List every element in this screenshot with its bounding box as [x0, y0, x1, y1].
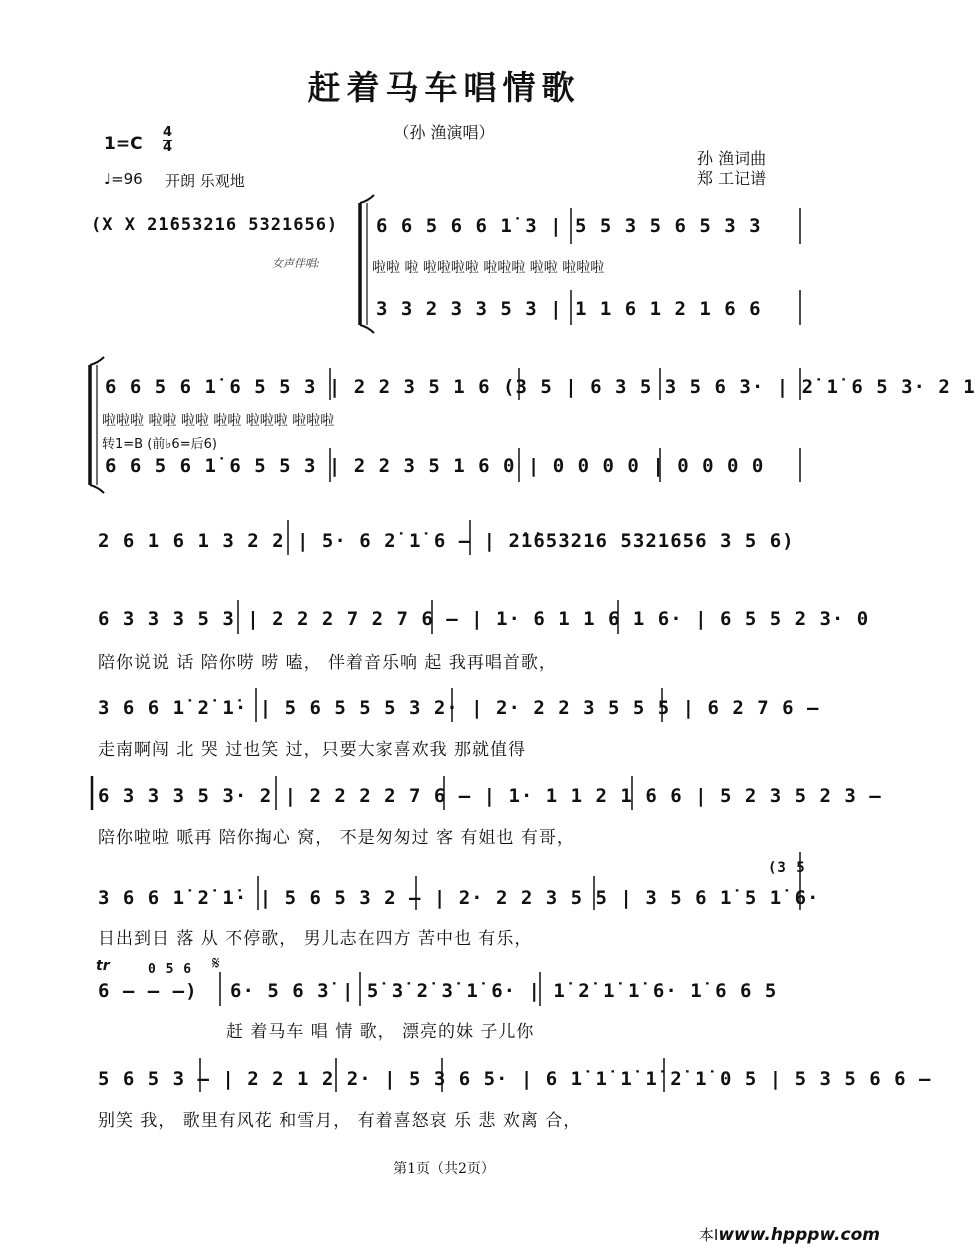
time-signature: 4 4 — [163, 125, 173, 155]
line6-lyrics: 陪你啦啦 哌再 陪你掏心 窝， 不是匆匆过 客 有姐也 有哥， — [98, 828, 575, 848]
intro-phrase: (X X 2̇1̇653216 5321656) — [91, 215, 339, 235]
line4-lyrics: 陪你说说 话 陪你唠 唠 嗑， 伴着音乐响 起 我再唱首歌， — [98, 653, 557, 673]
watermark — [699, 1224, 880, 1245]
line7-notes: 3 6 6 1̇ 2̇ 1̇· | 5 6 5 3 2 – | 2· 2 2 3 5 5 | 3 5 6 1̇ 5 1̇ 6· — [98, 887, 820, 909]
system1-top-lyrics: 啦啦 啦 啦啦啦啦 啦啦啦 啦啦 啦啦啦 — [372, 260, 605, 276]
transcriber-credit: 郑 工记谱 — [697, 169, 767, 188]
watermark-prefix: 本I — [698, 1226, 719, 1244]
line8-lead-in: 6 – – –) — [98, 980, 198, 1002]
modulation-marking: 转1=B (前♭6=后6) — [102, 437, 217, 452]
system2-top-lyrics: 啦啦啦 啦啦 啦啦 啦啦 啦啦啦 啦啦啦 — [102, 413, 335, 429]
system2-bottom-notes: 6 6 5 6 1̇ 6 5 5 3 | 2 2 3 5 1 6 0 | 0 0 0 0 | 0 0 0 0 — [105, 455, 765, 477]
line9-notes: 5 6 5 3 – | 2 2 1 2 2· | 5 3 6 5· | 6 1̇ 1̇ 1̇ 1̇ 2̇ 1̇ 0 5 | 5 3 5 6 6 – — [98, 1068, 932, 1090]
backing-vocal-label: 女声伴唱: — [272, 257, 320, 270]
line4-notes: 6 3 3 3 5 3 | 2 2 2 7 2 7 6 – | 1· 6 1 1 6 1 6· | 6 5 5 2 3· 0 — [98, 608, 870, 630]
lyrics-music-credit: 孙 渔词曲 — [697, 149, 767, 168]
tempo-marking: ♩=96 — [104, 170, 143, 188]
key-signature: 1=C — [104, 134, 143, 154]
line9-lyrics: 别笑 我， 歌里有风花 和雪月， 有着喜怒哀 乐 悲 欢离 合， — [98, 1111, 582, 1131]
line8-notes: 6· 5 6 3̇ | 5̇ 3̇ 2̇ 3̇ 1̇ 6· | 1̇ 2̇ 1̇ 1̇ 6· 1̇ 6 6 5 — [230, 980, 778, 1002]
expression-marking: 开朗 乐观地 — [165, 172, 245, 190]
system1-bottom-notes: 3 3 2 3 3 5 3 | 1 1 6 1 2 1 6 6 — [376, 298, 762, 320]
song-title: 赶着马车唱情歌 — [307, 68, 581, 107]
trill-marking: tr — [96, 958, 110, 974]
performer-subtitle: （孙 渔演唱） — [393, 123, 495, 142]
segno-sign: 𝄋 — [212, 953, 220, 974]
system2-top-notes: 6 6 5 6 1̇ 6 5 5 3 | 2 2 3 5 1 6 (3 5 | 6 3 5 3 5 6 3· | 2̇ 1̇ 6 5 3· 2 1 — [105, 376, 976, 398]
system1-top-notes: 6 6 5 6 6 1̇ 3 | 5 5 3 5 6 5 3 3 — [376, 215, 762, 237]
line7-tail: (3 5 — [768, 860, 806, 876]
page-number: 第1页（共2页） — [393, 1161, 495, 1177]
grace-notes: 0 5 6 — [148, 962, 193, 977]
line3-notes: 2 6 1 6 1 3 2 2 | 5· 6 2̇ 1̇ 6 – | 2̇1̇653216 5321656 3 5 6) — [98, 530, 795, 552]
line5-lyrics: 走南啊闯 北 哭 过也笑 过，只要大家喜欢我 那就值得 — [98, 740, 527, 760]
line5-notes: 3 6 6 1̇ 2̇ 1̇· | 5 6 5 5 5 3 2· | 2· 2 2 3 5 5 5 | 6 2 7 6 – — [98, 697, 820, 719]
line6-notes: 6 3 3 3 5 3· 2 | 2 2 2 2 7 6 – | 1· 1 1 2 1 6 6 | 5 2 3 5 2 3 – — [98, 785, 882, 807]
line8-lyrics: 赶 着马车 唱 情 歌， 漂亮的妹 子儿你 — [226, 1022, 535, 1042]
watermark-url: www.hpppw.com — [718, 1225, 880, 1245]
line7-lyrics: 日出到日 落 从 不停歌， 男儿志在四方 苦中也 有乐， — [98, 929, 533, 949]
